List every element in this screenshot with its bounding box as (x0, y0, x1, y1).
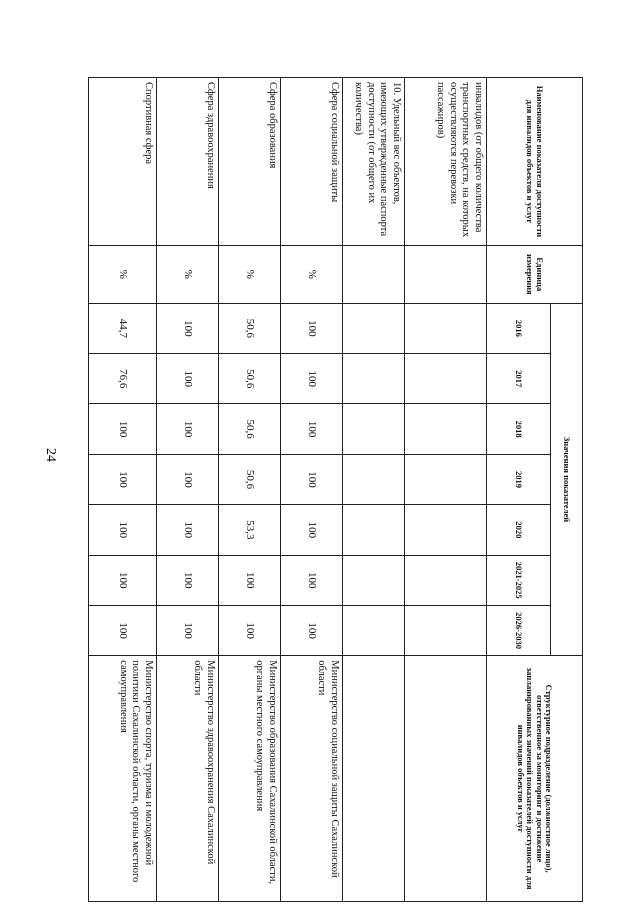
value-cell (343, 404, 405, 454)
value-cell (343, 454, 405, 504)
header-row-1 (551, 78, 583, 902)
header-year: 2020 (487, 505, 551, 555)
indicators-table (88, 77, 583, 902)
table-row (219, 78, 281, 902)
responsible-cell: Министерство спорта, туризма и молодежной политики Сахалинской области, органы местного самоуправления (89, 656, 157, 902)
table-row (157, 78, 219, 902)
responsible-cell (405, 656, 487, 902)
indicator-name: Сфера здравоохранения (157, 78, 219, 246)
unit-cell: % (89, 245, 157, 303)
header-name: Наименование показателя доступности для инвалидов объектов и услуг (487, 78, 583, 246)
value-cell (343, 354, 405, 404)
responsible-cell: Министерство социальной защиты Сахалинской области (281, 656, 343, 902)
unit-cell: % (219, 245, 281, 303)
value-cell: 100 (281, 555, 343, 605)
header-year: 2019 (487, 454, 551, 504)
unit-cell (343, 245, 405, 303)
responsible-cell: Министерство здравоохранения Сахалинской области (157, 656, 219, 902)
value-cell: 50,6 (219, 303, 281, 353)
unit-cell: % (281, 245, 343, 303)
value-cell (405, 404, 487, 454)
value-cell: 100 (281, 454, 343, 504)
value-cell: 100 (157, 303, 219, 353)
value-cell: 100 (281, 404, 343, 454)
value-cell (343, 605, 405, 655)
header-year: 2017 (487, 354, 551, 404)
value-cell: 53,3 (219, 505, 281, 555)
value-cell: 50,6 (219, 404, 281, 454)
table-row (89, 78, 157, 902)
page-number: 24 (43, 448, 58, 462)
header-unit: Единица измерения (487, 245, 583, 303)
value-cell: 100 (157, 555, 219, 605)
value-cell: 100 (89, 454, 157, 504)
indicator-name: Спортивная сфера (89, 78, 157, 246)
header-year: 2018 (487, 404, 551, 454)
value-cell (405, 454, 487, 504)
header-year: 2016 (487, 303, 551, 353)
value-cell: 100 (281, 303, 343, 353)
value-cell: 100 (281, 354, 343, 404)
value-cell: 100 (157, 505, 219, 555)
header-responsible: Структурное подразделение (должностное лицо), ответственное за мониторинг и достижение запланированных значений показателей доступности для инвалидов объектов и услуг (487, 656, 583, 902)
unit-cell: % (157, 245, 219, 303)
header-values-group: Значения показателей (551, 303, 583, 656)
table-row (343, 78, 405, 902)
value-cell: 50,6 (219, 354, 281, 404)
value-cell: 100 (89, 605, 157, 655)
responsible-cell: Министерство образования Сахалинской области, органы местного самоуправления (219, 656, 281, 902)
header-year: 2026-2030 (487, 605, 551, 655)
rotated-table-wrapper (93, 77, 583, 902)
value-cell (405, 505, 487, 555)
indicator-name: Сфера социальной защиты (281, 78, 343, 246)
indicator-name: 10. Удельный вес объектов, имеющих утвержденные паспорта доступности (от общего их количества) (343, 78, 405, 246)
value-cell: 76,6 (89, 354, 157, 404)
value-cell: 100 (89, 505, 157, 555)
value-cell: 100 (219, 605, 281, 655)
header-year: 2021-2025 (487, 555, 551, 605)
value-cell: 100 (157, 454, 219, 504)
value-cell: 100 (157, 605, 219, 655)
value-cell (343, 303, 405, 353)
indicator-name: Сфера образования (219, 78, 281, 246)
value-cell (343, 555, 405, 605)
table-row (281, 78, 343, 902)
value-cell: 100 (157, 354, 219, 404)
value-cell: 100 (89, 555, 157, 605)
value-cell (405, 354, 487, 404)
value-cell: 100 (89, 404, 157, 454)
table-row (405, 78, 487, 902)
value-cell (405, 605, 487, 655)
value-cell (343, 505, 405, 555)
value-cell (405, 303, 487, 353)
responsible-cell (343, 656, 405, 902)
value-cell (405, 555, 487, 605)
value-cell: 50,6 (219, 454, 281, 504)
value-cell: 100 (157, 404, 219, 454)
value-cell: 44,7 (89, 303, 157, 353)
value-cell: 100 (281, 505, 343, 555)
value-cell: 100 (219, 555, 281, 605)
unit-cell (405, 245, 487, 303)
indicator-name: инвалидов (от общего количества транспортных средств, на которых осуществляются перевозки пассажиров) (405, 78, 487, 246)
table-body (89, 78, 487, 902)
value-cell: 100 (281, 605, 343, 655)
